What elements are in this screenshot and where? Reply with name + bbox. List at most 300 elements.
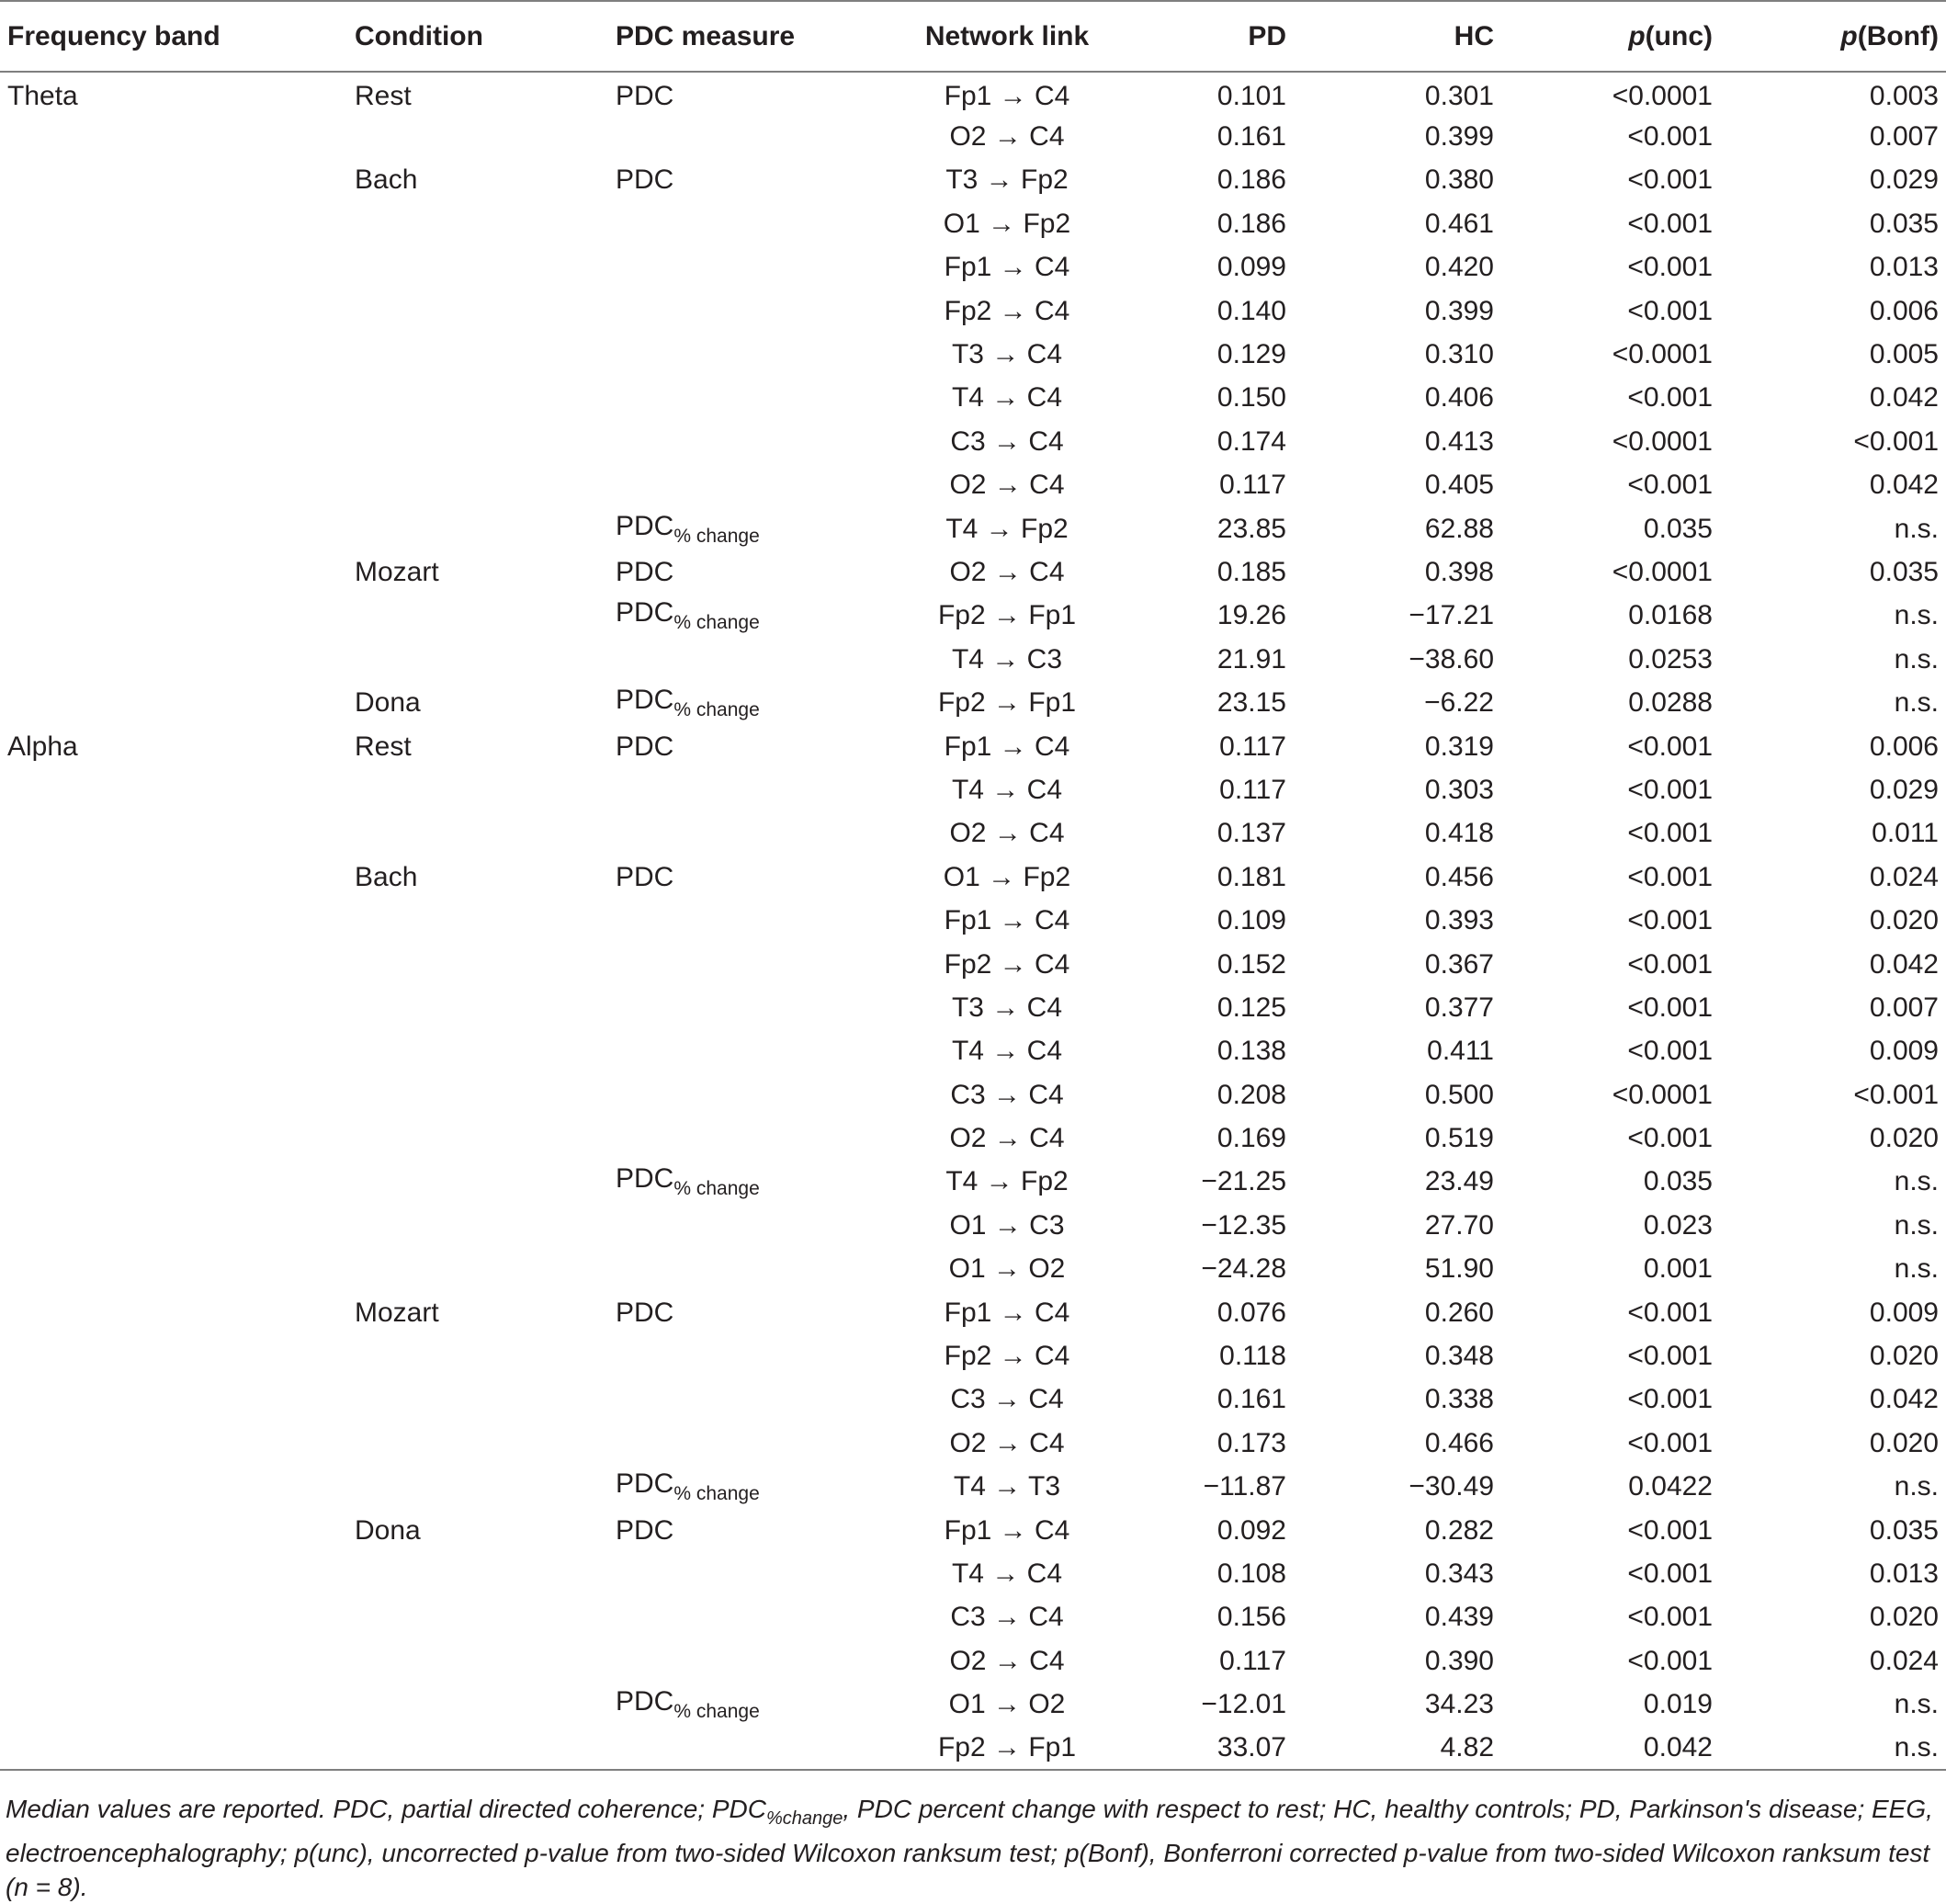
cell-pd: 0.173 [1216, 1427, 1286, 1458]
cell-pd: −12.35 [1201, 1209, 1286, 1241]
cell-p-unc: 0.001 [1643, 1253, 1713, 1285]
cell-condition [347, 377, 608, 420]
table-row [0, 289, 1946, 333]
table-row [0, 1248, 1946, 1291]
header-pd: PD [1148, 1, 1294, 72]
cell-hc: −30.49 [1409, 1471, 1494, 1502]
cell-network-link: Fp1 → C4 [944, 1514, 1070, 1546]
cell-p-bonf: 0.007 [1869, 121, 1939, 153]
cell-p-unc: <0.001 [1627, 774, 1713, 805]
cell-pdc-measure [608, 1334, 866, 1377]
cell-hc: 0.420 [1424, 252, 1494, 283]
cell-p-bonf: 0.007 [1869, 992, 1939, 1023]
cell-hc: 0.319 [1424, 731, 1494, 762]
cell-network-link: O1 → C3 [949, 1209, 1065, 1241]
cell-hc: 0.348 [1424, 1341, 1494, 1372]
cell-p-bonf: 0.005 [1869, 339, 1939, 370]
cell-network-link: C3 → C4 [950, 1384, 1064, 1415]
cell-hc: −6.22 [1424, 687, 1494, 719]
pdc-measure-subscript: % change [673, 525, 760, 547]
footnote-text-part1: Median values are reported. PDC, partial directed coherence; PDC [6, 1795, 766, 1823]
cell-p-bonf: n.s. [1894, 687, 1939, 719]
cell-pd: 0.161 [1216, 121, 1286, 153]
cell-pdc-measure [608, 72, 866, 115]
cell-pdc-measure [608, 856, 866, 899]
pdc-measure-subscript: % change [673, 1483, 760, 1505]
cell-p-unc: <0.0001 [1612, 556, 1713, 587]
pdc-measure-label: PDC [616, 731, 674, 762]
cell-p-bonf: 0.024 [1869, 1645, 1939, 1676]
cell-p-bonf: 0.006 [1869, 731, 1939, 762]
cell-p-unc: 0.023 [1643, 1209, 1713, 1241]
cell-pdc-measure [608, 812, 866, 856]
cell-network-link: Fp1 → C4 [944, 81, 1070, 112]
cell-condition [347, 1378, 608, 1422]
cell-p-unc: <0.001 [1627, 1602, 1713, 1633]
cell-frequency-band [0, 1334, 347, 1377]
table-row [0, 1161, 1946, 1204]
cell-frequency-band [0, 377, 347, 420]
cell-p-bonf: 0.006 [1869, 295, 1939, 326]
cell-pd: 0.101 [1216, 81, 1286, 112]
cell-p-unc: <0.001 [1627, 164, 1713, 196]
cell-pd: 23.15 [1216, 687, 1286, 719]
cell-pd: 0.117 [1219, 470, 1286, 501]
cell-network-link: T4 → C4 [951, 1036, 1063, 1067]
cell-condition [347, 1030, 608, 1073]
cell-p-unc: <0.001 [1627, 1341, 1713, 1372]
cell-condition [347, 420, 608, 463]
cell-network-link: C3 → C4 [950, 1602, 1064, 1633]
cell-condition: Mozart [355, 1297, 439, 1328]
cell-frequency-band [0, 1073, 347, 1116]
table-header [0, 1, 1946, 72]
cell-condition [347, 464, 608, 507]
cell-condition [347, 289, 608, 333]
cell-pdc-measure [608, 1422, 866, 1465]
table-row [0, 725, 1946, 768]
cell-p-bonf: 0.009 [1869, 1036, 1939, 1067]
cell-p-bonf: 0.042 [1869, 948, 1939, 980]
cell-pdc-measure [608, 1596, 866, 1639]
cell-pdc-measure [608, 1466, 866, 1509]
cell-condition: Rest [355, 81, 412, 112]
cell-network-link: T3 → Fp2 [945, 164, 1069, 196]
table-row [0, 638, 1946, 681]
cell-frequency-band [0, 1116, 347, 1160]
cell-pdc-measure [608, 289, 866, 333]
cell-pdc-measure [608, 377, 866, 420]
cell-frequency-band [0, 1204, 347, 1247]
table-row [0, 377, 1946, 420]
cell-pd: −24.28 [1201, 1253, 1286, 1285]
cell-p-unc: <0.001 [1627, 1427, 1713, 1458]
cell-pdc-measure [608, 1378, 866, 1422]
cell-pd: 0.174 [1216, 425, 1286, 457]
cell-hc: 0.343 [1424, 1558, 1494, 1589]
cell-network-link: O2 → C4 [949, 556, 1065, 587]
pdc-measure-label: PDC [616, 1468, 674, 1500]
cell-frequency-band [0, 1248, 347, 1291]
cell-p-bonf: 0.024 [1869, 861, 1939, 892]
cell-condition [347, 1422, 608, 1465]
cell-p-unc: 0.0422 [1628, 1471, 1713, 1502]
cell-pdc-measure [608, 595, 866, 638]
cell-frequency-band [0, 115, 347, 158]
cell-hc: 0.399 [1424, 295, 1494, 326]
cell-network-link: O1 → Fp2 [943, 861, 1071, 892]
cell-pdc-measure [608, 507, 866, 550]
cell-p-unc: <0.001 [1627, 1036, 1713, 1067]
cell-p-unc: 0.019 [1643, 1689, 1713, 1720]
cell-condition [347, 115, 608, 158]
cell-p-bonf: n.s. [1720, 1727, 1946, 1770]
header-hc: HC [1294, 1, 1501, 72]
cell-pdc-measure [608, 246, 866, 289]
cell-p-unc: 0.0288 [1628, 687, 1713, 719]
cell-hc: 0.418 [1424, 818, 1494, 849]
cell-pd: 0.185 [1216, 556, 1286, 587]
cell-network-link: O1 → O2 [948, 1689, 1066, 1720]
cell-network-link: T4 → Fp2 [945, 1166, 1069, 1197]
cell-p-bonf: 0.042 [1869, 382, 1939, 414]
cell-p-unc: <0.001 [1627, 252, 1713, 283]
cell-pd: 0.156 [1216, 1602, 1286, 1633]
cell-p-unc: <0.001 [1627, 818, 1713, 849]
cell-p-bonf: n.s. [1894, 513, 1939, 544]
cell-pdc-measure [608, 1727, 866, 1770]
cell-p-bonf: 0.035 [1869, 556, 1939, 587]
cell-pdc-measure [608, 1204, 866, 1247]
cell-hc: 0.500 [1424, 1079, 1494, 1110]
cell-condition [347, 1727, 608, 1770]
cell-pdc-measure [608, 1291, 866, 1334]
table-row [0, 1378, 1946, 1422]
table-row [0, 899, 1946, 942]
cell-hc: 0.390 [1424, 1645, 1494, 1676]
header-frequency-band: Frequency band [0, 1, 347, 72]
cell-hc: 0.466 [1424, 1427, 1494, 1458]
cell-frequency-band [0, 1596, 347, 1639]
cell-p-bonf: 0.020 [1869, 1427, 1939, 1458]
cell-p-bonf: 0.013 [1869, 1558, 1939, 1589]
cell-hc: 0.260 [1424, 1297, 1494, 1328]
cell-hc: 4.82 [1294, 1727, 1501, 1770]
pdc-measure-label: PDC [616, 861, 674, 892]
cell-pd: 0.181 [1216, 861, 1286, 892]
cell-hc: 0.380 [1424, 164, 1494, 196]
cell-hc: 62.88 [1424, 513, 1494, 544]
cell-network-link: O2 → C4 [949, 470, 1065, 501]
table-row [0, 681, 1946, 724]
cell-network-link: T4 → C4 [951, 774, 1063, 805]
cell-frequency-band [0, 986, 347, 1029]
cell-pd: 0.186 [1216, 208, 1286, 239]
cell-network-link: Fp2 → Fp1 [937, 600, 1077, 631]
pdc-measure-label: PDC [616, 1686, 674, 1717]
table-row [0, 1030, 1946, 1073]
cell-pd: 0.076 [1216, 1297, 1286, 1328]
cell-p-bonf: 0.020 [1869, 1341, 1939, 1372]
cell-condition [347, 812, 608, 856]
table-row [0, 159, 1946, 202]
cell-pd: 0.117 [1219, 774, 1286, 805]
cell-condition [347, 1248, 608, 1291]
cell-network-link: O2 → C4 [949, 1645, 1065, 1676]
table-row [0, 1596, 1946, 1639]
cell-network-link: T3 → C4 [951, 992, 1063, 1023]
cell-condition [347, 1639, 608, 1683]
cell-condition: Mozart [355, 556, 439, 587]
cell-network-link: T4 → C4 [951, 1558, 1063, 1589]
cell-frequency-band: Theta [7, 81, 78, 112]
table-row [0, 202, 1946, 245]
header-pdc-measure: PDC measure [608, 1, 866, 72]
cell-condition [347, 1334, 608, 1377]
cell-frequency-band [0, 1466, 347, 1509]
table-row [0, 768, 1946, 811]
cell-p-bonf: 0.035 [1869, 1514, 1939, 1546]
cell-pd: −11.87 [1203, 1471, 1286, 1502]
cell-frequency-band [0, 1509, 347, 1552]
cell-hc: −38.60 [1409, 643, 1494, 674]
cell-condition: Bach [355, 861, 418, 892]
cell-network-link: Fp2 → C4 [944, 948, 1070, 980]
table-row [0, 464, 1946, 507]
cell-pdc-measure [608, 943, 866, 986]
cell-pdc-measure [608, 638, 866, 681]
cell-network-link: Fp1 → C4 [944, 1297, 1070, 1328]
cell-p-bonf: 0.029 [1869, 774, 1939, 805]
cell-p-bonf: 0.020 [1869, 1602, 1939, 1633]
cell-frequency-band [0, 1161, 347, 1204]
cell-network-link: O2 → C4 [949, 1123, 1065, 1154]
cell-p-unc: <0.001 [1627, 1297, 1713, 1328]
cell-hc: 0.398 [1424, 556, 1494, 587]
cell-network-link: O2 → C4 [949, 818, 1065, 849]
cell-frequency-band [0, 1378, 347, 1422]
table-row [0, 943, 1946, 986]
pdc-measure-label: PDC [616, 1163, 674, 1195]
cell-hc: 0.461 [1424, 208, 1494, 239]
cell-network-link: T4 → Fp2 [945, 513, 1069, 544]
cell-frequency-band [0, 507, 347, 550]
table-row [0, 1073, 1946, 1116]
cell-hc: 0.310 [1424, 339, 1494, 370]
cell-condition [347, 1466, 608, 1509]
cell-frequency-band [0, 1683, 347, 1726]
cell-frequency-band [0, 943, 347, 986]
cell-p-unc: <0.001 [1627, 731, 1713, 762]
cell-frequency-band [0, 420, 347, 463]
cell-pd: 21.91 [1216, 643, 1286, 674]
cell-frequency-band [0, 899, 347, 942]
cell-p-unc: <0.001 [1627, 948, 1713, 980]
cell-hc: 0.303 [1424, 774, 1494, 805]
cell-frequency-band [0, 812, 347, 856]
cell-pd: 0.138 [1216, 1036, 1286, 1067]
cell-condition: Dona [355, 687, 421, 719]
cell-condition [347, 595, 608, 638]
cell-hc: 51.90 [1424, 1253, 1494, 1285]
cell-p-unc: <0.0001 [1612, 1079, 1713, 1110]
cell-frequency-band [0, 1422, 347, 1465]
cell-frequency-band [0, 202, 347, 245]
cell-condition: Bach [355, 164, 418, 196]
cell-hc: 0.413 [1424, 425, 1494, 457]
cell-network-link: Fp1 → C4 [944, 252, 1070, 283]
table-body [0, 72, 1946, 1770]
cell-pd: 0.208 [1216, 1079, 1286, 1110]
cell-pd: 0.117 [1219, 1645, 1286, 1676]
pdc-measure-label: PDC [616, 556, 674, 587]
cell-pdc-measure [608, 1073, 866, 1116]
cell-p-unc: <0.001 [1627, 295, 1713, 326]
cell-pdc-measure [608, 333, 866, 376]
cell-condition [347, 1596, 608, 1639]
cell-condition [347, 1552, 608, 1595]
cell-pdc-measure [608, 1248, 866, 1291]
cell-network-link: Fp2 → C4 [944, 295, 1070, 326]
cell-pdc-measure [608, 115, 866, 158]
cell-pd: 0.186 [1216, 164, 1286, 196]
cell-pdc-measure [608, 1030, 866, 1073]
table-row [0, 856, 1946, 899]
cell-condition [347, 1204, 608, 1247]
header-network-link: Network link [866, 1, 1148, 72]
header-p-bonf [1720, 1, 1946, 72]
cell-pd: 0.109 [1216, 905, 1286, 936]
table-row [0, 333, 1946, 376]
cell-network-link: Fp2 → Fp1 [866, 1727, 1148, 1770]
cell-network-link: Fp2 → Fp1 [937, 687, 1077, 719]
cell-network-link: Fp1 → C4 [944, 731, 1070, 762]
cell-pdc-measure [608, 986, 866, 1029]
table-row [0, 420, 1946, 463]
cell-p-unc: <0.001 [1627, 121, 1713, 153]
table-row [0, 246, 1946, 289]
cell-frequency-band [0, 1639, 347, 1683]
pdc-measure-label: PDC [616, 164, 674, 196]
cell-network-link: T4 → C4 [951, 382, 1063, 414]
table-row [0, 595, 1946, 638]
cell-condition [347, 943, 608, 986]
cell-condition [347, 638, 608, 681]
cell-pdc-measure [608, 1639, 866, 1683]
cell-network-link: Fp2 → C4 [944, 1341, 1070, 1372]
cell-p-unc: 0.0253 [1628, 643, 1713, 674]
table-row [0, 1639, 1946, 1683]
pdc-measure-label: PDC [616, 1297, 674, 1328]
cell-p-bonf: n.s. [1894, 1209, 1939, 1241]
table-row [0, 1466, 1946, 1509]
cell-pd: 0.099 [1216, 252, 1286, 283]
cell-p-bonf: n.s. [1894, 1166, 1939, 1197]
cell-pd: 0.150 [1216, 382, 1286, 414]
table-row [0, 1116, 1946, 1160]
pdc-measure-subscript: % change [673, 1178, 760, 1200]
cell-condition [347, 1116, 608, 1160]
cell-p-bonf: n.s. [1894, 600, 1939, 631]
pdc-measure-label: PDC [616, 685, 674, 716]
cell-p-unc: <0.001 [1627, 208, 1713, 239]
cell-pd: −12.01 [1201, 1689, 1286, 1720]
cell-pdc-measure [608, 899, 866, 942]
cell-p-bonf: 0.013 [1869, 252, 1939, 283]
cell-p-unc: <0.001 [1627, 470, 1713, 501]
cell-condition [347, 1161, 608, 1204]
cell-p-unc: <0.001 [1627, 992, 1713, 1023]
cell-p-unc: <0.001 [1627, 382, 1713, 414]
cell-pd: 19.26 [1216, 600, 1286, 631]
cell-hc: 23.49 [1424, 1166, 1494, 1197]
cell-frequency-band [0, 333, 347, 376]
header-p-unc [1501, 1, 1720, 72]
table-row [0, 1334, 1946, 1377]
cell-p-bonf: 0.035 [1869, 208, 1939, 239]
table-row [0, 115, 1946, 158]
table-row [0, 1552, 1946, 1595]
cell-network-link: O1 → Fp2 [943, 208, 1071, 239]
cell-frequency-band [0, 550, 347, 594]
cell-frequency-band [0, 681, 347, 724]
table-row [0, 1509, 1946, 1552]
cell-p-unc: <0.0001 [1612, 339, 1713, 370]
cell-p-bonf: 0.009 [1869, 1297, 1939, 1328]
cell-p-bonf: n.s. [1894, 643, 1939, 674]
cell-network-link: O2 → C4 [949, 1427, 1065, 1458]
cell-pdc-measure [608, 768, 866, 811]
cell-p-bonf: 0.020 [1869, 1123, 1939, 1154]
cell-hc: 27.70 [1424, 1209, 1494, 1241]
cell-pd: 0.117 [1219, 731, 1286, 762]
cell-pdc-measure [608, 464, 866, 507]
cell-p-bonf: n.s. [1894, 1471, 1939, 1502]
cell-pdc-measure [608, 159, 866, 202]
header-row [0, 1, 1946, 72]
cell-p-bonf: 0.042 [1869, 1384, 1939, 1415]
pdc-measure-label: PDC [616, 81, 674, 112]
cell-network-link: T3 → C4 [951, 339, 1063, 370]
cell-condition [347, 333, 608, 376]
cell-pdc-measure [608, 681, 866, 724]
cell-pdc-measure [608, 1552, 866, 1595]
cell-frequency-band [0, 768, 347, 811]
pdc-measure-subscript: % change [673, 699, 760, 721]
cell-condition [347, 246, 608, 289]
cell-condition: Rest [355, 731, 412, 762]
table-row [0, 1727, 1946, 1770]
cell-hc: 0.301 [1424, 81, 1494, 112]
cell-p-unc: 0.035 [1643, 513, 1713, 544]
table-footnote [6, 1792, 1939, 1904]
cell-p-bonf: n.s. [1894, 1253, 1939, 1285]
pdc-measure-label: PDC [616, 1514, 674, 1546]
cell-p-bonf: 0.003 [1869, 81, 1939, 112]
cell-frequency-band [0, 1727, 347, 1770]
cell-frequency-band [0, 638, 347, 681]
cell-condition [347, 1073, 608, 1116]
table-row [0, 1683, 1946, 1726]
cell-p-unc: <0.001 [1627, 1558, 1713, 1589]
cell-condition: Dona [355, 1514, 421, 1546]
cell-p-bonf: 0.029 [1869, 164, 1939, 196]
cell-frequency-band [0, 246, 347, 289]
cell-condition [347, 202, 608, 245]
footnote-subscript: %change [765, 1808, 843, 1829]
cell-p-unc: <0.001 [1627, 905, 1713, 936]
cell-pdc-measure [608, 1161, 866, 1204]
